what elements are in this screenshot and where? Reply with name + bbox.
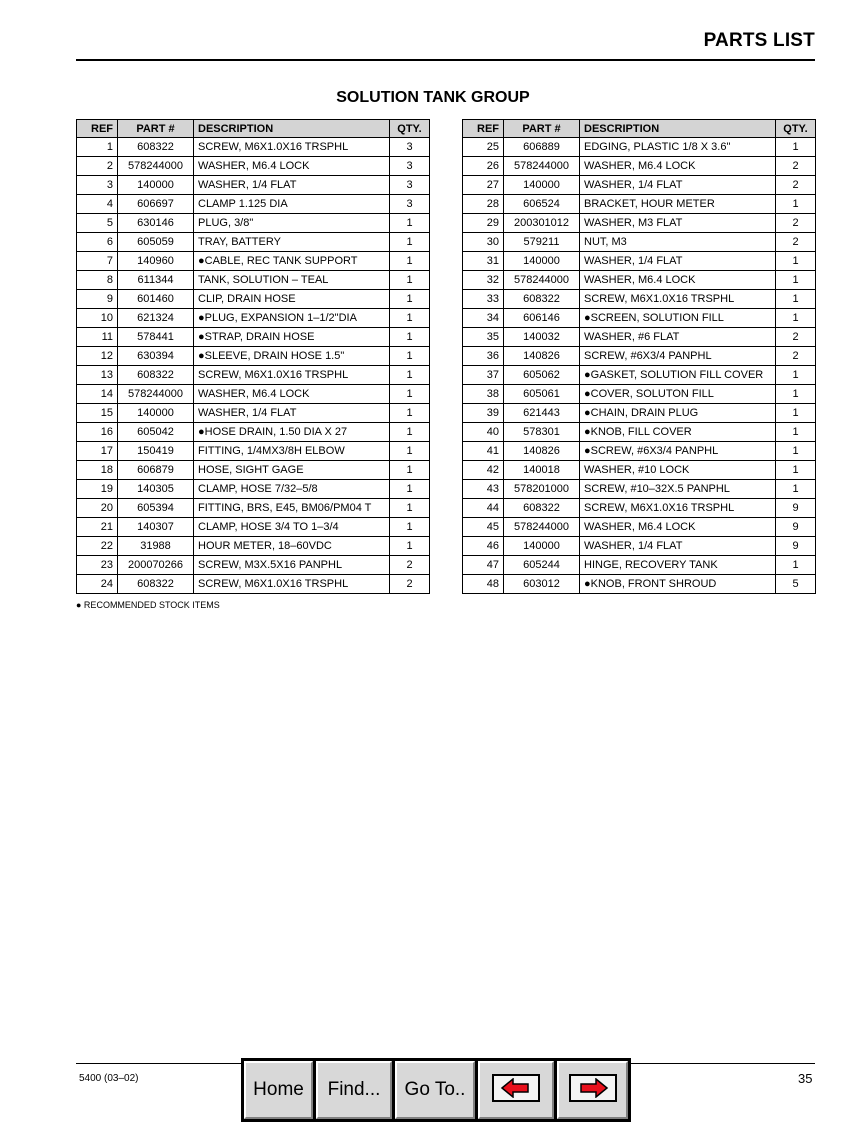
description-cell: WASHER, 1/4 FLAT: [194, 176, 390, 195]
qty-cell: 2: [776, 157, 816, 176]
description-cell: SCREW, M6X1.0X16 TRSPHL: [194, 366, 390, 385]
table-row: [77, 233, 430, 252]
qty-cell: 1: [776, 385, 816, 404]
part-number-cell: 605244: [504, 556, 580, 575]
qty-cell: 1: [776, 556, 816, 575]
table-row: [77, 556, 430, 575]
qty-cell: 9: [776, 518, 816, 537]
part-number-cell: 621443: [504, 404, 580, 423]
table-row: [77, 423, 430, 442]
part-number-cell: 608322: [118, 138, 194, 157]
description-cell: WASHER, 1/4 FLAT: [580, 252, 776, 271]
part-number-cell: 603012: [504, 575, 580, 594]
table-row: [77, 480, 430, 499]
description-cell: CLAMP 1.125 DIA: [194, 195, 390, 214]
table-row: [463, 442, 816, 461]
table-row: [77, 518, 430, 537]
find-button[interactable]: Find...: [316, 1061, 392, 1119]
description-cell: CLAMP, HOSE 3/4 TO 1–3/4: [194, 518, 390, 537]
navigation-toolbar: [241, 1058, 631, 1122]
table-row: [77, 252, 430, 271]
description-cell: WASHER, M3 FLAT: [580, 214, 776, 233]
description-cell: NUT, M3: [580, 233, 776, 252]
table-row: [77, 290, 430, 309]
header-rule: [76, 59, 815, 61]
table-row: [77, 195, 430, 214]
part-number-cell: 578301: [504, 423, 580, 442]
part-number-cell: 140960: [118, 252, 194, 271]
table-row: [77, 366, 430, 385]
ref-cell: 23: [77, 556, 118, 575]
qty-cell: 1: [776, 423, 816, 442]
part-number-cell: 608322: [504, 290, 580, 309]
ref-cell: 15: [77, 404, 118, 423]
part-number-cell: 608322: [118, 366, 194, 385]
qty-cell: 2: [390, 556, 430, 575]
table-row: [463, 347, 816, 366]
table-row: [77, 347, 430, 366]
part-number-cell: 140000: [118, 176, 194, 195]
table-row: [463, 518, 816, 537]
description-cell: ●SCREEN, SOLUTION FILL: [580, 309, 776, 328]
ref-cell: 7: [77, 252, 118, 271]
ref-cell: 4: [77, 195, 118, 214]
qty-cell: 1: [776, 252, 816, 271]
description-cell: CLAMP, HOSE 7/32–5/8: [194, 480, 390, 499]
col-header-ref: REF: [77, 120, 118, 138]
description-cell: ●STRAP, DRAIN HOSE: [194, 328, 390, 347]
part-number-cell: 578244000: [118, 157, 194, 176]
description-cell: HOSE, SIGHT GAGE: [194, 461, 390, 480]
table-row: [77, 575, 430, 594]
table-row: [463, 195, 816, 214]
ref-cell: 37: [463, 366, 504, 385]
ref-cell: 30: [463, 233, 504, 252]
part-number-cell: 140826: [504, 442, 580, 461]
footnote-recommended-stock: ● RECOMMENDED STOCK ITEMS: [76, 600, 220, 610]
part-number-cell: 611344: [118, 271, 194, 290]
ref-cell: 18: [77, 461, 118, 480]
qty-cell: 1: [390, 385, 430, 404]
part-number-cell: 578244000: [504, 271, 580, 290]
ref-cell: 33: [463, 290, 504, 309]
part-number-cell: 140307: [118, 518, 194, 537]
qty-cell: 1: [390, 271, 430, 290]
description-cell: ●COVER, SOLUTON FILL: [580, 385, 776, 404]
qty-cell: 2: [390, 575, 430, 594]
ref-cell: 13: [77, 366, 118, 385]
part-number-cell: 150419: [118, 442, 194, 461]
table-row: [463, 537, 816, 556]
part-number-cell: 606524: [504, 195, 580, 214]
qty-cell: 9: [776, 499, 816, 518]
table-row: [463, 157, 816, 176]
qty-cell: 2: [776, 328, 816, 347]
parts-table-right: [462, 119, 816, 594]
col-header-qty: QTY.: [390, 120, 430, 138]
qty-cell: 1: [390, 347, 430, 366]
description-cell: HINGE, RECOVERY TANK: [580, 556, 776, 575]
description-cell: EDGING, PLASTIC 1/8 X 3.6": [580, 138, 776, 157]
ref-cell: 26: [463, 157, 504, 176]
ref-cell: 38: [463, 385, 504, 404]
goto-button[interactable]: Go To..: [395, 1061, 475, 1119]
qty-cell: 3: [390, 157, 430, 176]
ref-cell: 48: [463, 575, 504, 594]
part-number-cell: 140032: [504, 328, 580, 347]
description-cell: ●HOSE DRAIN, 1.50 DIA X 27: [194, 423, 390, 442]
table-row: [463, 385, 816, 404]
qty-cell: 1: [776, 309, 816, 328]
qty-cell: 1: [390, 537, 430, 556]
ref-cell: 17: [77, 442, 118, 461]
description-cell: WASHER, 1/4 FLAT: [194, 404, 390, 423]
qty-cell: 1: [776, 404, 816, 423]
table-row: [463, 480, 816, 499]
description-cell: WASHER, M6.4 LOCK: [194, 385, 390, 404]
table-header-row: [77, 120, 430, 138]
table-row: [77, 271, 430, 290]
ref-cell: 24: [77, 575, 118, 594]
parts-table-left: [76, 119, 430, 594]
table-row: [463, 366, 816, 385]
ref-cell: 35: [463, 328, 504, 347]
ref-cell: 21: [77, 518, 118, 537]
table-row: [77, 138, 430, 157]
qty-cell: 2: [776, 233, 816, 252]
table-row: [463, 575, 816, 594]
part-number-cell: 605042: [118, 423, 194, 442]
description-cell: BRACKET, HOUR METER: [580, 195, 776, 214]
part-number-cell: 578244000: [504, 157, 580, 176]
part-number-cell: 608322: [118, 575, 194, 594]
ref-cell: 42: [463, 461, 504, 480]
ref-cell: 43: [463, 480, 504, 499]
table-row: [463, 138, 816, 157]
ref-cell: 39: [463, 404, 504, 423]
qty-cell: 1: [776, 461, 816, 480]
qty-cell: 1: [776, 138, 816, 157]
ref-cell: 10: [77, 309, 118, 328]
part-number-cell: 200301012: [504, 214, 580, 233]
qty-cell: 1: [390, 328, 430, 347]
table-row: [77, 176, 430, 195]
qty-cell: 1: [390, 518, 430, 537]
table-row: [77, 328, 430, 347]
ref-cell: 32: [463, 271, 504, 290]
qty-cell: 2: [776, 214, 816, 233]
document-code: 5400 (03–02): [79, 1073, 139, 1084]
ref-cell: 47: [463, 556, 504, 575]
table-row: [77, 404, 430, 423]
col-header-part: PART #: [118, 120, 194, 138]
ref-cell: 34: [463, 309, 504, 328]
part-number-cell: 630146: [118, 214, 194, 233]
table-row: [77, 309, 430, 328]
description-cell: ●KNOB, FRONT SHROUD: [580, 575, 776, 594]
part-number-cell: 608322: [504, 499, 580, 518]
qty-cell: 1: [390, 233, 430, 252]
description-cell: ●SCREW, #6X3/4 PANPHL: [580, 442, 776, 461]
previous-page-button[interactable]: [478, 1061, 554, 1119]
description-cell: ●PLUG, EXPANSION 1–1/2"DIA: [194, 309, 390, 328]
description-cell: ●SLEEVE, DRAIN HOSE 1.5": [194, 347, 390, 366]
qty-cell: 3: [390, 138, 430, 157]
part-number-cell: 578201000: [504, 480, 580, 499]
description-cell: WASHER, M6.4 LOCK: [194, 157, 390, 176]
part-number-cell: 606889: [504, 138, 580, 157]
part-number-cell: 140000: [504, 252, 580, 271]
description-cell: WASHER, #10 LOCK: [580, 461, 776, 480]
qty-cell: 1: [390, 290, 430, 309]
qty-cell: 5: [776, 575, 816, 594]
description-cell: SCREW, M6X1.0X16 TRSPHL: [194, 138, 390, 157]
ref-cell: 41: [463, 442, 504, 461]
part-number-cell: 140305: [118, 480, 194, 499]
ref-cell: 36: [463, 347, 504, 366]
ref-cell: 27: [463, 176, 504, 195]
table-row: [463, 214, 816, 233]
ref-cell: 40: [463, 423, 504, 442]
qty-cell: 1: [776, 195, 816, 214]
description-cell: ●CHAIN, DRAIN PLUG: [580, 404, 776, 423]
ref-cell: 20: [77, 499, 118, 518]
part-number-cell: 31988: [118, 537, 194, 556]
part-number-cell: 630394: [118, 347, 194, 366]
part-number-cell: 601460: [118, 290, 194, 309]
table-row: [463, 290, 816, 309]
part-number-cell: 606146: [504, 309, 580, 328]
description-cell: ●GASKET, SOLUTION FILL COVER: [580, 366, 776, 385]
description-cell: ●KNOB, FILL COVER: [580, 423, 776, 442]
ref-cell: 16: [77, 423, 118, 442]
ref-cell: 29: [463, 214, 504, 233]
qty-cell: 2: [776, 347, 816, 366]
qty-cell: 1: [390, 480, 430, 499]
col-header-description: DESCRIPTION: [580, 120, 776, 138]
qty-cell: 1: [390, 461, 430, 480]
qty-cell: 3: [390, 176, 430, 195]
ref-cell: 46: [463, 537, 504, 556]
part-number-cell: 578244000: [504, 518, 580, 537]
col-header-part: PART #: [504, 120, 580, 138]
table-header-row: [463, 120, 816, 138]
description-cell: WASHER, #6 FLAT: [580, 328, 776, 347]
description-cell: WASHER, 1/4 FLAT: [580, 176, 776, 195]
description-cell: TRAY, BATTERY: [194, 233, 390, 252]
description-cell: WASHER, 1/4 FLAT: [580, 537, 776, 556]
part-number-cell: 140000: [504, 176, 580, 195]
ref-cell: 12: [77, 347, 118, 366]
ref-cell: 19: [77, 480, 118, 499]
description-cell: SCREW, M6X1.0X16 TRSPHL: [580, 290, 776, 309]
description-cell: HOUR METER, 18–60VDC: [194, 537, 390, 556]
description-cell: SCREW, M6X1.0X16 TRSPHL: [194, 575, 390, 594]
ref-cell: 1: [77, 138, 118, 157]
description-cell: ●CABLE, REC TANK SUPPORT: [194, 252, 390, 271]
part-number-cell: 579211: [504, 233, 580, 252]
qty-cell: 1: [390, 499, 430, 518]
qty-cell: 1: [390, 442, 430, 461]
ref-cell: 44: [463, 499, 504, 518]
part-number-cell: 606697: [118, 195, 194, 214]
part-number-cell: 140000: [118, 404, 194, 423]
qty-cell: 1: [390, 423, 430, 442]
page-title: PARTS LIST: [703, 30, 815, 51]
description-cell: FITTING, BRS, E45, BM06/PM04 T: [194, 499, 390, 518]
table-row: [463, 309, 816, 328]
ref-cell: 45: [463, 518, 504, 537]
description-cell: WASHER, M6.4 LOCK: [580, 157, 776, 176]
qty-cell: 1: [776, 290, 816, 309]
description-cell: TANK, SOLUTION – TEAL: [194, 271, 390, 290]
ref-cell: 28: [463, 195, 504, 214]
ref-cell: 11: [77, 328, 118, 347]
qty-cell: 2: [776, 176, 816, 195]
qty-cell: 1: [776, 442, 816, 461]
description-cell: SCREW, #6X3/4 PANPHL: [580, 347, 776, 366]
home-button[interactable]: Home: [244, 1061, 313, 1119]
col-header-description: DESCRIPTION: [194, 120, 390, 138]
table-row: [77, 461, 430, 480]
table-row: [463, 328, 816, 347]
qty-cell: 1: [776, 480, 816, 499]
ref-cell: 6: [77, 233, 118, 252]
ref-cell: 14: [77, 385, 118, 404]
table-row: [463, 423, 816, 442]
table-row: [463, 252, 816, 271]
qty-cell: 1: [390, 252, 430, 271]
part-number-cell: 605394: [118, 499, 194, 518]
table-row: [463, 461, 816, 480]
part-number-cell: 200070266: [118, 556, 194, 575]
table-row: [463, 176, 816, 195]
qty-cell: 9: [776, 537, 816, 556]
part-number-cell: 578441: [118, 328, 194, 347]
ref-cell: 25: [463, 138, 504, 157]
part-number-cell: 605061: [504, 385, 580, 404]
page-number: 35: [798, 1071, 813, 1086]
description-cell: CLIP, DRAIN HOSE: [194, 290, 390, 309]
description-cell: SCREW, M6X1.0X16 TRSPHL: [580, 499, 776, 518]
description-cell: SCREW, M3X.5X16 PANPHL: [194, 556, 390, 575]
ref-cell: 22: [77, 537, 118, 556]
table-row: [77, 157, 430, 176]
table-row: [463, 404, 816, 423]
part-number-cell: 140000: [504, 537, 580, 556]
qty-cell: 1: [776, 366, 816, 385]
description-cell: PLUG, 3/8": [194, 214, 390, 233]
qty-cell: 3: [390, 195, 430, 214]
part-number-cell: 621324: [118, 309, 194, 328]
table-row: [77, 537, 430, 556]
table-row: [77, 499, 430, 518]
description-cell: WASHER, M6.4 LOCK: [580, 271, 776, 290]
table-row: [77, 442, 430, 461]
ref-cell: 3: [77, 176, 118, 195]
previous-arrow-icon: [492, 1074, 540, 1102]
table-row: [77, 385, 430, 404]
part-number-cell: 578244000: [118, 385, 194, 404]
part-number-cell: 140826: [504, 347, 580, 366]
part-number-cell: 605059: [118, 233, 194, 252]
next-arrow-icon: [569, 1074, 617, 1102]
ref-cell: 31: [463, 252, 504, 271]
part-number-cell: 606879: [118, 461, 194, 480]
qty-cell: 1: [390, 214, 430, 233]
ref-cell: 5: [77, 214, 118, 233]
table-row: [463, 271, 816, 290]
table-row: [463, 499, 816, 518]
description-cell: WASHER, M6.4 LOCK: [580, 518, 776, 537]
table-row: [463, 556, 816, 575]
ref-cell: 8: [77, 271, 118, 290]
table-row: [463, 233, 816, 252]
table-row: [77, 214, 430, 233]
qty-cell: 1: [390, 309, 430, 328]
qty-cell: 1: [776, 271, 816, 290]
qty-cell: 1: [390, 366, 430, 385]
qty-cell: 1: [390, 404, 430, 423]
col-header-qty: QTY.: [776, 120, 816, 138]
col-header-ref: REF: [463, 120, 504, 138]
part-number-cell: 140018: [504, 461, 580, 480]
description-cell: SCREW, #10–32X.5 PANPHL: [580, 480, 776, 499]
section-title: SOLUTION TANK GROUP: [336, 89, 530, 106]
ref-cell: 2: [77, 157, 118, 176]
next-page-button[interactable]: [557, 1061, 628, 1119]
part-number-cell: 605062: [504, 366, 580, 385]
description-cell: FITTING, 1/4MX3/8H ELBOW: [194, 442, 390, 461]
ref-cell: 9: [77, 290, 118, 309]
